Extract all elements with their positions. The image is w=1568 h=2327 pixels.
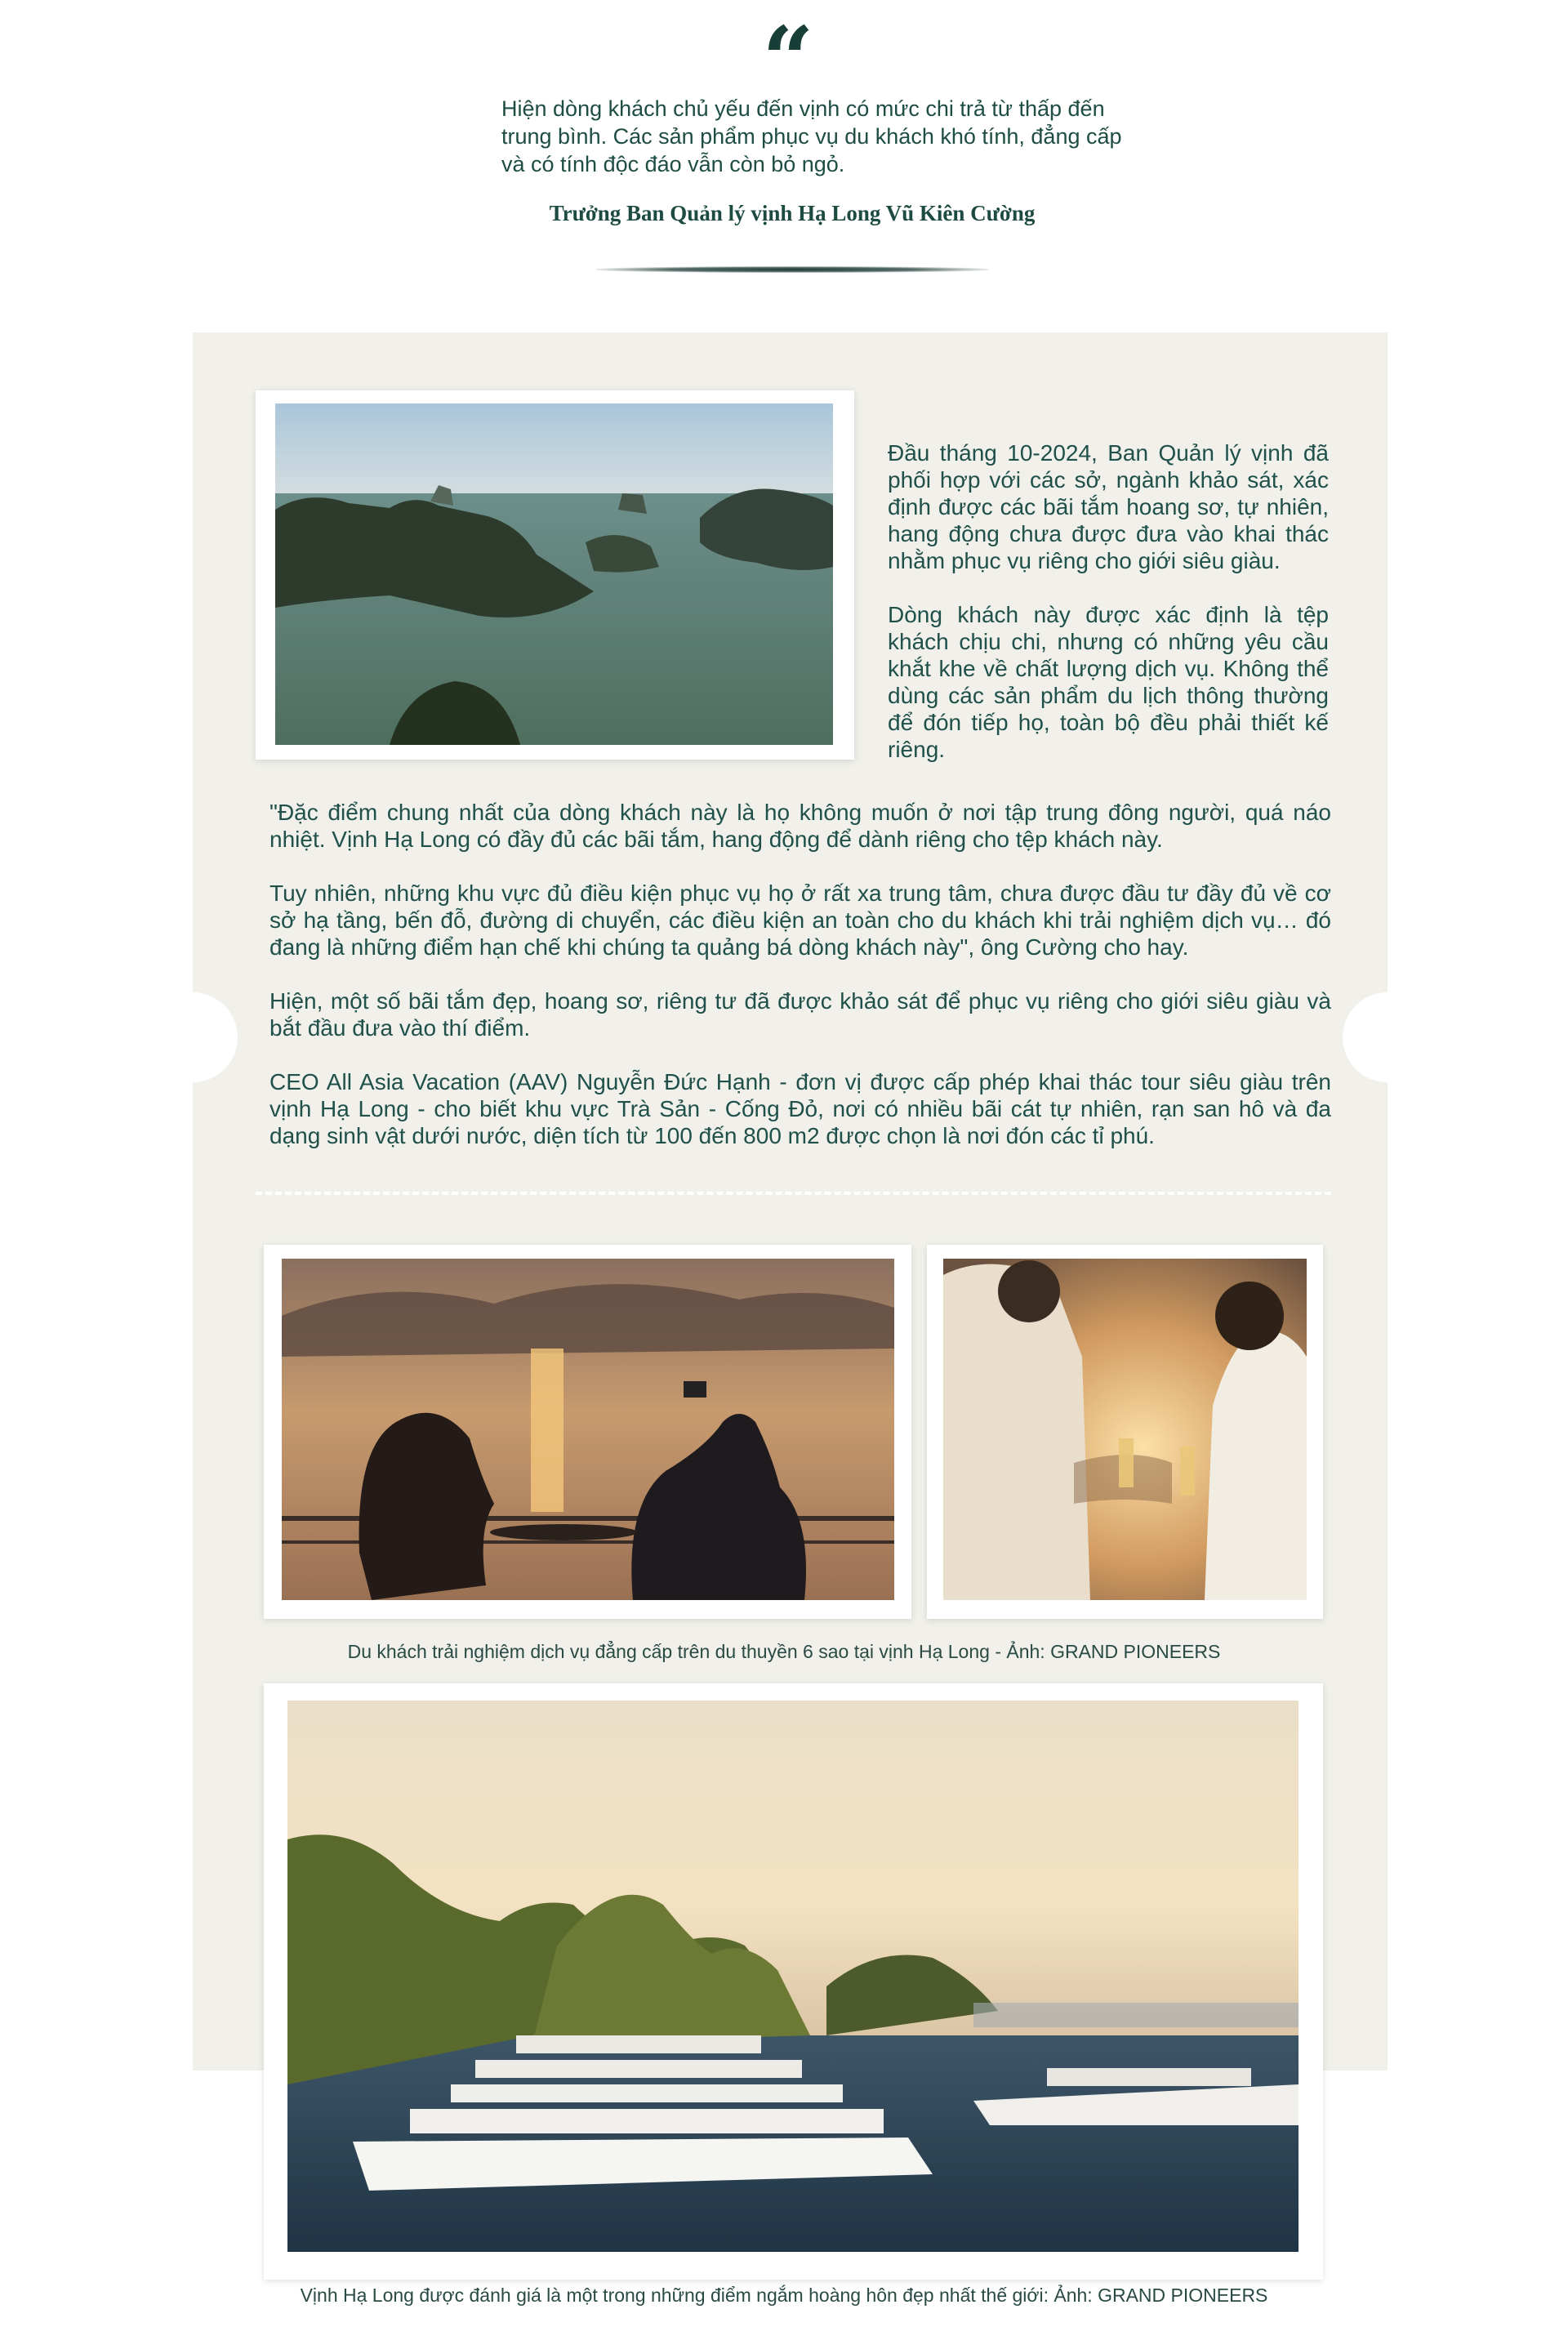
intro-paragraph-1: Đầu tháng 10-2024, Ban Quản lý vịnh đã phối hợp với các sở, ngành khảo sát, xác định được các bãi tắm hoang sơ, tự nhiên, hang động chưa được đưa vào khai thác nhằm phục vụ riêng cho giới siêu giàu. (888, 440, 1329, 573)
card-notch-left (148, 992, 238, 1082)
article-body (270, 799, 1331, 1176)
bay-photo (275, 403, 833, 745)
quote-mark-icon: “ (762, 7, 814, 112)
body-paragraph-2: Tuy nhiên, những khu vực đủ điều kiện phục vụ họ ở rất xa trung tâm, chưa được đầu tư đầy đủ về cơ sở hạ tầng, bến đỗ, đường di chuyển, các điều kiện an toàn cho du khách khi trải nghiệm dịch vụ… đó đang là những điểm hạn chế khi chúng ta quảng bá dòng khách này", ông Cường cho hay. (270, 880, 1331, 960)
body-paragraph-4: CEO All Asia Vacation (AAV) Nguyễn Đức Hạnh - đơn vị được cấp phép khai thác tour siêu giàu trên vịnh Hạ Long - cho biết khu vực Trà Sản - Cống Đỏ, nơi có nhiều bãi cát tự nhiên, rạn san hô và đa dạng sinh vật dưới nước, diện tích từ 100 đến 800 m2 được chọn là nơi đón các tỉ phú. (270, 1069, 1331, 1148)
couple-table-photo (282, 1259, 894, 1600)
section-divider (256, 1192, 1331, 1195)
yachts-caption: Vịnh Hạ Long được đánh giá là một trong những điểm ngắm hoàng hôn đẹp nhất thế giới: Ảnh: GRAND PIONEERS (300, 2285, 1268, 2306)
card-notch-right (1343, 992, 1432, 1082)
pull-quote-text: Hiện dòng khách chủ yếu đến vịnh có mức chi trả từ thấp đến trung bình. Các sản phẩm phục vụ du khách khó tính, đẳng cấp và có tính độc đáo vẫn còn bỏ ngỏ. (501, 96, 1122, 176)
intro-column (888, 439, 1329, 790)
cruise-caption: Du khách trải nghiệm dịch vụ đẳng cấp trên du thuyền 6 sao tại vịnh Hạ Long - Ảnh: GRAND PIONEERS (347, 1641, 1221, 1662)
pull-quote-author: Trưởng Ban Quản lý vịnh Hạ Long Vũ Kiên Cường (549, 201, 1036, 225)
yachts-photo (287, 1701, 1298, 2252)
body-paragraph-1: "Đặc điểm chung nhất của dòng khách này là họ không muốn ở nơi tập trung đông người, quá náo nhiệt. Vịnh Hạ Long có đầy đủ các bãi tắm, hang động để dành riêng cho tệp khách này. (270, 800, 1331, 852)
quote-divider (596, 266, 988, 273)
couple-champagne-photo (943, 1259, 1307, 1600)
intro-paragraph-2: Dòng khách này được xác định là tệp khách chịu chi, nhưng có những yêu cầu khắt khe về chất lượng dịch vụ. Không thể dùng các sản phẩm du lịch thông thường để đón tiếp họ, toàn bộ đều phải thiết kế riêng. (888, 602, 1329, 762)
body-paragraph-3: Hiện, một số bãi tắm đẹp, hoang sơ, riêng tư đã được khảo sát để phục vụ riêng cho giới siêu giàu và bắt đầu đưa vào thí điểm. (270, 988, 1331, 1041)
